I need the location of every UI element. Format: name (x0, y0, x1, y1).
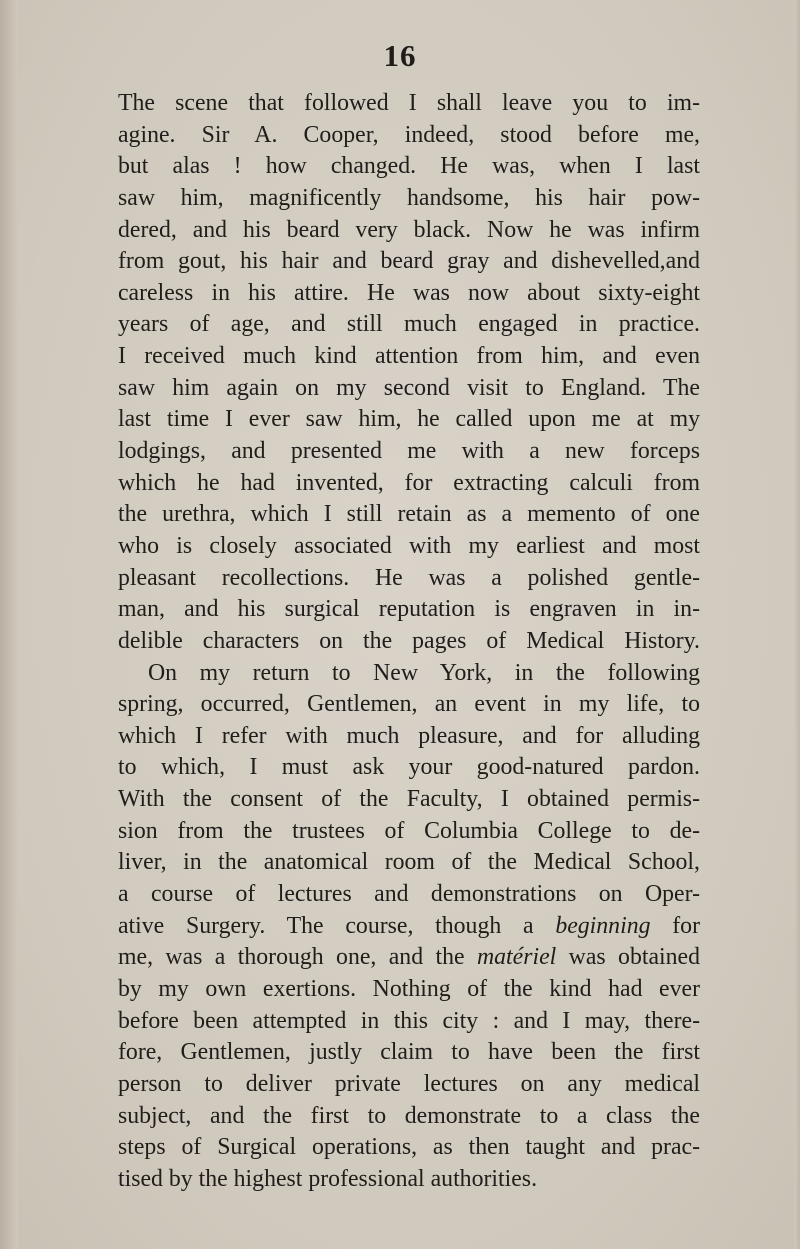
text-line: subject, and the first to demonstrate to a class the (118, 1102, 700, 1129)
text-line: the urethra, which I still retain as a memento of one (118, 501, 700, 528)
text-line: delible characters on the pages of Medical History. (118, 627, 700, 654)
text-line: steps of Surgical operations, as then taught and prac- (118, 1134, 700, 1161)
text-line: saw him again on my second visit to England. The (118, 374, 700, 401)
text-line: before been attempted in this city : and I may, there- (118, 1007, 700, 1034)
text-line: pleasant recollections. He was a polished gentle- (118, 564, 700, 591)
text-line: years of age, and still much engaged in practice. (118, 311, 700, 338)
text-line: liver, in the anatomical room of the Medical School, (118, 849, 700, 876)
text-line: from gout, his hair and beard gray and dishevelled,and (118, 248, 700, 275)
text-line-mixed (118, 911, 700, 943)
text-segment: ative Surgery. The course, though a (118, 912, 534, 939)
text-line: careless in his attire. He was now about sixty-eight (118, 279, 700, 306)
text-line: which I refer with much pleasure, and for alluding (118, 722, 700, 749)
text-line: The scene that followed I shall leave you to im- (118, 90, 700, 116)
text-line: agine. Sir A. Cooper, indeed, stood before me, (118, 121, 700, 148)
text-line: but alas ! how changed. He was, when I last (118, 153, 700, 180)
text-line: last time I ever saw him, he called upon me at my (118, 406, 700, 433)
text-line-last: tised by the highest professional authorities. (118, 1165, 538, 1192)
text-segment: for (672, 912, 700, 939)
text-line: person to deliver private lectures on any medical (118, 1070, 700, 1097)
text-line: to which, I must ask your good-natured pardon. (118, 754, 700, 781)
text-line: who is closely associated with my earliest and most (118, 532, 700, 559)
text-segment: me, was a thorough one, and the (118, 944, 465, 971)
italic-word-materiel: matériel (476, 944, 557, 971)
text-line: sion from the trustees of Columbia College to de- (118, 817, 700, 844)
spine-shadow (0, 0, 18, 1249)
text-line: spring, occurred, Gentlemen, an event in my life, to (118, 691, 700, 718)
text-line: I received much kind attention from him, and even (118, 343, 700, 370)
text-line: a course of lectures and demonstrations on Oper- (118, 881, 700, 908)
body-text (118, 88, 700, 1195)
text-line: by my own exertions. Nothing of the kind had ever (118, 975, 700, 1002)
text-line: With the consent of the Faculty, I obtained permis- (118, 786, 700, 813)
italic-word-beginning: beginning (555, 912, 651, 939)
text-line: which he had invented, for extracting calculi from (118, 469, 700, 496)
page-number: 16 (383, 38, 417, 73)
text-line: lodgings, and presented me with a new forceps (118, 438, 700, 465)
text-line: man, and his surgical reputation is engraven in in- (118, 596, 700, 623)
text-line: dered, and his beard very black. Now he was infirm (118, 216, 700, 243)
text-segment: was obtained (568, 944, 700, 971)
paragraph-start-line: On my return to New York, in the following (148, 659, 700, 686)
page-edge (794, 0, 800, 1249)
text-line: saw him, magnificently handsome, his hair pow- (118, 184, 700, 211)
text-line: fore, Gentlemen, justly claim to have been the first (118, 1039, 700, 1066)
text-line-mixed (118, 942, 700, 974)
